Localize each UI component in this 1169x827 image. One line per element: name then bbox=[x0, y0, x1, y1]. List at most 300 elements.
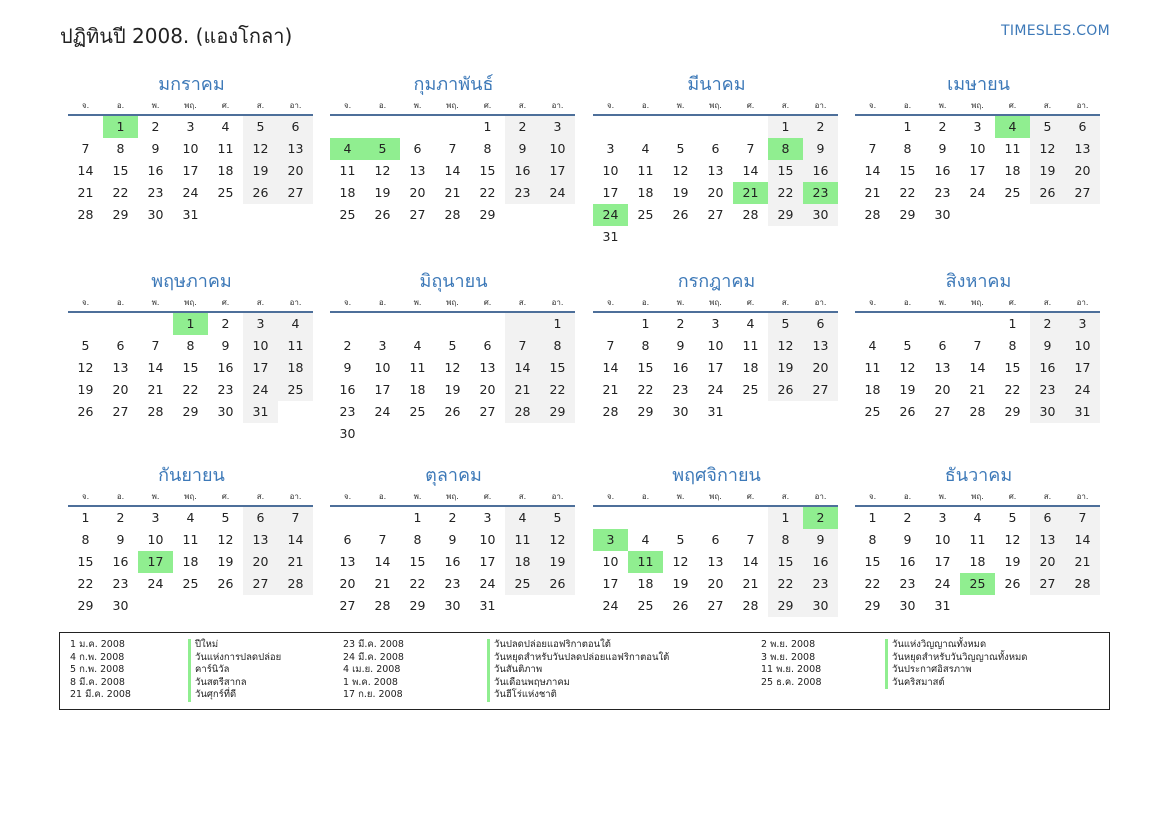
month-title: สิงหาคม bbox=[945, 271, 1012, 292]
month-title: กันยายน bbox=[158, 465, 225, 486]
holiday-item bbox=[343, 689, 669, 702]
day-cell: 14 bbox=[1065, 529, 1100, 551]
day-cell: 5 bbox=[540, 507, 575, 529]
week-row bbox=[593, 595, 838, 617]
day-cell: 7 bbox=[868, 141, 877, 156]
day-cell: 28 bbox=[278, 573, 313, 595]
day-cell: 30 bbox=[444, 598, 461, 613]
empty-cell bbox=[330, 507, 365, 529]
weekday-header bbox=[593, 489, 838, 507]
day-cell: 16 bbox=[1030, 357, 1065, 379]
week-row bbox=[855, 182, 1100, 204]
day-cell: 26 bbox=[540, 573, 575, 595]
week-row bbox=[855, 529, 1100, 551]
week-row bbox=[330, 573, 575, 595]
weekday-label: อ. bbox=[903, 298, 912, 307]
day-cell: 2 bbox=[903, 510, 912, 525]
empty-cell bbox=[628, 116, 663, 138]
week-row bbox=[593, 529, 838, 551]
day-cell: 17 bbox=[602, 185, 619, 200]
day-cell: 14 bbox=[742, 554, 759, 569]
day-cell: 28 bbox=[147, 404, 164, 419]
weekday-label: จ. bbox=[606, 101, 615, 110]
day-cell: 29 bbox=[864, 598, 881, 613]
day-cell: 27 bbox=[803, 379, 838, 401]
day-cell: 11 bbox=[1004, 141, 1021, 156]
day-cell: 25 bbox=[637, 207, 654, 222]
day-cell: 27 bbox=[707, 598, 724, 613]
day-cell: 4 bbox=[995, 116, 1030, 138]
week-row bbox=[855, 204, 1100, 226]
weekday-label: ศ. bbox=[746, 101, 755, 110]
day-cell: 10 bbox=[479, 532, 496, 547]
weekday-header bbox=[68, 489, 313, 507]
week-row bbox=[68, 401, 313, 423]
day-cell: 16 bbox=[217, 360, 234, 375]
day-cell: 30 bbox=[217, 404, 234, 419]
month-title: กรกฎาคม bbox=[677, 271, 756, 292]
day-cell: 13 bbox=[803, 335, 838, 357]
day-cell: 23 bbox=[899, 576, 916, 591]
weekday-label: จ. bbox=[868, 101, 877, 110]
day-cell: 5 bbox=[448, 338, 457, 353]
day-cell: 10 bbox=[934, 532, 951, 547]
weekday-label: ส. bbox=[781, 101, 790, 110]
day-cell: 12 bbox=[243, 138, 278, 160]
day-cell: 3 bbox=[243, 313, 278, 335]
day-cell: 15 bbox=[479, 163, 496, 178]
weekday-label: พฤ. bbox=[971, 101, 984, 110]
holiday-item bbox=[70, 677, 281, 690]
day-cell: 8 bbox=[116, 141, 125, 156]
day-cell: 19 bbox=[672, 185, 689, 200]
weekday-label: อ. bbox=[116, 298, 125, 307]
holiday-name: วันปลดปล่อยแอฟริกาตอนใต้ bbox=[487, 639, 611, 652]
weekday-label: อ. bbox=[378, 101, 387, 110]
day-cell: 3 bbox=[606, 141, 615, 156]
day-cell: 22 bbox=[409, 576, 426, 591]
day-cell: 5 bbox=[221, 510, 230, 525]
day-cell: 20 bbox=[112, 382, 129, 397]
day-cell: 31 bbox=[1065, 401, 1100, 423]
day-cell: 21 bbox=[864, 185, 881, 200]
weekday-header bbox=[330, 98, 575, 116]
day-cell: 26 bbox=[672, 207, 689, 222]
day-cell: 24 bbox=[707, 382, 724, 397]
day-cell: 7 bbox=[378, 532, 387, 547]
day-cell: 6 bbox=[116, 338, 125, 353]
day-cell: 18 bbox=[864, 382, 881, 397]
day-cell: 3 bbox=[711, 316, 720, 331]
week-row bbox=[330, 379, 575, 401]
weekday-label: ศ. bbox=[746, 298, 755, 307]
weekday-label: ศ. bbox=[1008, 492, 1017, 501]
holiday-name: วันแห่งการปลดปล่อย bbox=[188, 652, 281, 665]
holiday-date: 2 พ.ย. 2008 bbox=[761, 639, 816, 650]
holiday-name: วันศุกร์ที่ดี bbox=[188, 689, 236, 702]
holiday-item bbox=[70, 689, 281, 702]
weekday-label: อา. bbox=[551, 101, 564, 110]
day-cell: 8 bbox=[81, 532, 90, 547]
weekday-label: พ. bbox=[413, 101, 422, 110]
day-cell: 11 bbox=[628, 551, 663, 573]
month-title: พฤษภาคม bbox=[151, 271, 232, 292]
day-cell: 28 bbox=[505, 401, 540, 423]
empty-cell bbox=[663, 116, 698, 138]
day-cell: 18 bbox=[182, 554, 199, 569]
holiday-name: คาร์นิวัล bbox=[188, 664, 229, 677]
day-cell: 14 bbox=[742, 163, 759, 178]
day-cell: 1 bbox=[540, 313, 575, 335]
day-cell: 27 bbox=[243, 573, 278, 595]
holiday-item bbox=[70, 639, 281, 652]
empty-cell bbox=[890, 313, 925, 335]
day-cell: 8 bbox=[1008, 338, 1017, 353]
week-row bbox=[855, 401, 1100, 423]
day-cell: 31 bbox=[707, 404, 724, 419]
weekday-label: จ. bbox=[606, 298, 615, 307]
day-cell: 5 bbox=[1030, 116, 1065, 138]
day-cell: 8 bbox=[868, 532, 877, 547]
day-cell: 23 bbox=[1030, 379, 1065, 401]
day-cell: 23 bbox=[339, 404, 356, 419]
day-cell: 15 bbox=[77, 554, 94, 569]
holiday-date: 5 ก.พ. 2008 bbox=[70, 664, 125, 675]
day-cell: 30 bbox=[339, 426, 356, 441]
weekday-label: ส. bbox=[1043, 298, 1052, 307]
weekday-header bbox=[330, 295, 575, 313]
holiday-date: 4 เม.ย. 2008 bbox=[343, 664, 401, 675]
week-row bbox=[593, 182, 838, 204]
day-cell: 4 bbox=[221, 119, 230, 134]
week-row bbox=[593, 160, 838, 182]
weekday-label: จ. bbox=[343, 101, 352, 110]
day-cell: 18 bbox=[1004, 163, 1021, 178]
week-row bbox=[68, 335, 313, 357]
weekday-label: พ. bbox=[938, 101, 947, 110]
day-cell: 8 bbox=[768, 529, 803, 551]
day-cell: 11 bbox=[409, 360, 426, 375]
day-cell: 12 bbox=[672, 554, 689, 569]
week-row bbox=[593, 551, 838, 573]
empty-cell bbox=[505, 313, 540, 335]
day-cell: 9 bbox=[343, 360, 352, 375]
day-cell: 7 bbox=[746, 532, 755, 547]
day-cell: 1 bbox=[768, 507, 803, 529]
day-cell: 17 bbox=[540, 160, 575, 182]
empty-cell bbox=[663, 507, 698, 529]
day-cell: 30 bbox=[112, 598, 129, 613]
day-cell: 30 bbox=[934, 207, 951, 222]
month-2 bbox=[330, 72, 575, 226]
weekday-header bbox=[855, 295, 1100, 313]
week-row bbox=[68, 573, 313, 595]
day-cell: 11 bbox=[505, 529, 540, 551]
day-cell: 11 bbox=[278, 335, 313, 357]
day-cell: 13 bbox=[707, 163, 724, 178]
holiday-item bbox=[761, 639, 1027, 652]
day-cell: 21 bbox=[969, 382, 986, 397]
week-row bbox=[68, 116, 313, 138]
empty-cell bbox=[593, 507, 628, 529]
day-cell: 15 bbox=[768, 160, 803, 182]
weekday-label: ศ. bbox=[746, 492, 755, 501]
week-row bbox=[68, 529, 313, 551]
day-cell: 26 bbox=[1030, 182, 1065, 204]
day-cell: 20 bbox=[339, 576, 356, 591]
day-cell: 12 bbox=[899, 360, 916, 375]
holiday-list bbox=[59, 632, 1110, 710]
holiday-date: 4 ก.พ. 2008 bbox=[70, 651, 125, 663]
day-cell: 24 bbox=[243, 379, 278, 401]
week-row bbox=[330, 116, 575, 138]
empty-cell bbox=[733, 507, 768, 529]
holiday-column-2 bbox=[343, 639, 669, 702]
weekday-header bbox=[593, 98, 838, 116]
day-cell: 7 bbox=[448, 141, 457, 156]
day-cell: 4 bbox=[413, 338, 422, 353]
week-row bbox=[330, 357, 575, 379]
day-cell: 4 bbox=[746, 316, 755, 331]
weekday-label: พฤ. bbox=[446, 101, 459, 110]
weekday-label: ศ. bbox=[1008, 101, 1017, 110]
day-cell: 2 bbox=[221, 316, 230, 331]
empty-cell bbox=[400, 116, 435, 138]
week-row bbox=[855, 138, 1100, 160]
holiday-item bbox=[343, 652, 669, 665]
day-cell: 5 bbox=[243, 116, 278, 138]
day-cell: 21 bbox=[147, 382, 164, 397]
week-row bbox=[855, 357, 1100, 379]
holiday-date: 3 พ.ย. 2008 bbox=[761, 651, 816, 663]
day-cell: 29 bbox=[637, 404, 654, 419]
day-cell: 16 bbox=[803, 551, 838, 573]
day-cell: 22 bbox=[637, 382, 654, 397]
day-cell: 10 bbox=[182, 141, 199, 156]
holiday-item bbox=[343, 677, 669, 690]
week-row bbox=[855, 313, 1100, 335]
day-cell: 11 bbox=[742, 338, 759, 353]
day-cell: 12 bbox=[444, 360, 461, 375]
day-cell: 28 bbox=[742, 207, 759, 222]
day-cell: 13 bbox=[243, 529, 278, 551]
day-cell: 27 bbox=[934, 404, 951, 419]
day-cell: 8 bbox=[540, 335, 575, 357]
day-cell: 10 bbox=[243, 335, 278, 357]
day-cell: 22 bbox=[182, 382, 199, 397]
day-cell: 10 bbox=[147, 532, 164, 547]
day-cell: 16 bbox=[444, 554, 461, 569]
empty-cell bbox=[698, 507, 733, 529]
day-cell: 14 bbox=[444, 163, 461, 178]
empty-cell bbox=[925, 313, 960, 335]
weekday-label: จ. bbox=[343, 298, 352, 307]
week-row bbox=[68, 313, 313, 335]
day-cell: 22 bbox=[540, 379, 575, 401]
holiday-name: วันหยุดสำหรับวันวิญญาณทั้งหมด bbox=[885, 652, 1027, 665]
day-cell: 10 bbox=[602, 163, 619, 178]
day-cell: 6 bbox=[413, 141, 422, 156]
day-cell: 19 bbox=[1004, 554, 1021, 569]
day-cell: 25 bbox=[1004, 185, 1021, 200]
weekday-label: อา. bbox=[814, 492, 827, 501]
weekday-label: พฤ. bbox=[971, 492, 984, 501]
weekday-label: พ. bbox=[151, 101, 160, 110]
day-cell: 26 bbox=[768, 379, 803, 401]
weekday-header bbox=[330, 489, 575, 507]
day-cell: 15 bbox=[112, 163, 129, 178]
day-cell: 7 bbox=[505, 335, 540, 357]
day-cell: 23 bbox=[147, 185, 164, 200]
day-cell: 3 bbox=[186, 119, 195, 134]
day-cell: 26 bbox=[243, 182, 278, 204]
day-cell: 28 bbox=[444, 207, 461, 222]
week-row bbox=[330, 182, 575, 204]
day-cell: 25 bbox=[278, 379, 313, 401]
day-cell: 17 bbox=[934, 554, 951, 569]
day-cell: 20 bbox=[707, 576, 724, 591]
day-cell: 30 bbox=[672, 404, 689, 419]
holiday-date: 24 มี.ค. 2008 bbox=[343, 651, 404, 663]
day-cell: 24 bbox=[374, 404, 391, 419]
day-cell: 2 bbox=[343, 338, 352, 353]
weekday-label: ส. bbox=[1043, 101, 1052, 110]
empty-cell bbox=[733, 116, 768, 138]
day-cell: 21 bbox=[77, 185, 94, 200]
day-cell: 19 bbox=[243, 160, 278, 182]
day-cell: 1 bbox=[641, 316, 650, 331]
day-cell: 4 bbox=[973, 510, 982, 525]
day-cell: 9 bbox=[676, 338, 685, 353]
holiday-item bbox=[70, 664, 281, 677]
week-row bbox=[330, 204, 575, 226]
day-cell: 27 bbox=[112, 404, 129, 419]
day-cell: 23 bbox=[444, 576, 461, 591]
day-cell: 19 bbox=[1030, 160, 1065, 182]
day-cell: 18 bbox=[409, 382, 426, 397]
weekday-label: พฤ. bbox=[184, 101, 197, 110]
day-cell: 27 bbox=[479, 404, 496, 419]
week-row bbox=[68, 595, 313, 617]
day-cell: 14 bbox=[77, 163, 94, 178]
holiday-date: 25 ธ.ค. 2008 bbox=[761, 676, 822, 688]
page-title: ปฏิทินปี 2008. (แองโกลา) bbox=[60, 24, 293, 48]
day-cell: 20 bbox=[707, 185, 724, 200]
day-cell: 16 bbox=[112, 554, 129, 569]
day-cell: 30 bbox=[803, 595, 838, 617]
day-cell: 29 bbox=[899, 207, 916, 222]
weekday-label: พฤ. bbox=[709, 101, 722, 110]
day-cell: 4 bbox=[641, 532, 650, 547]
day-cell: 13 bbox=[479, 360, 496, 375]
day-cell: 7 bbox=[81, 141, 90, 156]
empty-cell bbox=[593, 313, 628, 335]
week-row bbox=[855, 379, 1100, 401]
weekday-label: อ. bbox=[903, 492, 912, 501]
day-cell: 27 bbox=[409, 207, 426, 222]
day-cell: 22 bbox=[1004, 382, 1021, 397]
day-cell: 29 bbox=[768, 204, 803, 226]
day-cell: 25 bbox=[637, 598, 654, 613]
day-cell: 6 bbox=[803, 313, 838, 335]
week-row bbox=[855, 335, 1100, 357]
day-cell: 6 bbox=[711, 141, 720, 156]
day-cell: 27 bbox=[1030, 573, 1065, 595]
day-cell: 4 bbox=[278, 313, 313, 335]
week-row bbox=[330, 160, 575, 182]
day-cell: 22 bbox=[864, 576, 881, 591]
day-cell: 18 bbox=[637, 576, 654, 591]
day-cell: 26 bbox=[217, 576, 234, 591]
weekday-label: อ. bbox=[378, 492, 387, 501]
day-cell: 26 bbox=[444, 404, 461, 419]
day-cell: 24 bbox=[147, 576, 164, 591]
day-cell: 27 bbox=[339, 598, 356, 613]
day-cell: 3 bbox=[378, 338, 387, 353]
day-cell: 24 bbox=[182, 185, 199, 200]
week-row bbox=[68, 507, 313, 529]
day-cell: 17 bbox=[479, 554, 496, 569]
weekday-label: จ. bbox=[343, 492, 352, 501]
site-link[interactable]: TIMESLES.COM bbox=[1001, 23, 1110, 39]
weekday-label: พฤ. bbox=[184, 492, 197, 501]
day-cell: 22 bbox=[899, 185, 916, 200]
week-row bbox=[68, 357, 313, 379]
day-cell: 28 bbox=[602, 404, 619, 419]
day-cell: 27 bbox=[707, 207, 724, 222]
month-title: มิถุนายน bbox=[419, 271, 488, 292]
day-cell: 15 bbox=[540, 357, 575, 379]
week-row bbox=[330, 529, 575, 551]
holiday-date: 11 พ.ย. 2008 bbox=[761, 664, 822, 675]
weekday-label: พฤ. bbox=[971, 298, 984, 307]
weekday-label: ศ. bbox=[483, 298, 492, 307]
day-cell: 19 bbox=[77, 382, 94, 397]
weekday-label: ส. bbox=[781, 298, 790, 307]
day-cell: 9 bbox=[803, 529, 838, 551]
empty-cell bbox=[593, 116, 628, 138]
month-12 bbox=[855, 463, 1100, 617]
day-cell: 6 bbox=[278, 116, 313, 138]
day-cell: 9 bbox=[221, 338, 230, 353]
month-11 bbox=[593, 463, 838, 617]
empty-cell bbox=[330, 116, 365, 138]
day-cell: 2 bbox=[803, 116, 838, 138]
weekday-label: จ. bbox=[606, 492, 615, 501]
day-cell: 29 bbox=[768, 595, 803, 617]
day-cell: 29 bbox=[77, 598, 94, 613]
weekday-label: ศ. bbox=[221, 492, 230, 501]
day-cell: 31 bbox=[243, 401, 278, 423]
day-cell: 6 bbox=[938, 338, 947, 353]
day-cell: 1 bbox=[768, 116, 803, 138]
holiday-name: วันหยุดสำหรับวันปลดปล่อยแอฟริกาตอนใต้ bbox=[487, 652, 669, 665]
day-cell: 16 bbox=[672, 360, 689, 375]
weekday-header bbox=[68, 295, 313, 313]
holiday-date: 8 มี.ค. 2008 bbox=[70, 676, 125, 688]
day-cell: 17 bbox=[707, 360, 724, 375]
day-cell: 17 bbox=[602, 576, 619, 591]
day-cell: 4 bbox=[505, 507, 540, 529]
holiday-name: วันคริสมาสต์ bbox=[885, 677, 945, 690]
day-cell: 25 bbox=[217, 185, 234, 200]
day-cell: 9 bbox=[1030, 335, 1065, 357]
day-cell: 22 bbox=[768, 182, 803, 204]
day-cell: 27 bbox=[1065, 182, 1100, 204]
week-row bbox=[593, 379, 838, 401]
week-row bbox=[593, 116, 838, 138]
day-cell: 5 bbox=[903, 338, 912, 353]
